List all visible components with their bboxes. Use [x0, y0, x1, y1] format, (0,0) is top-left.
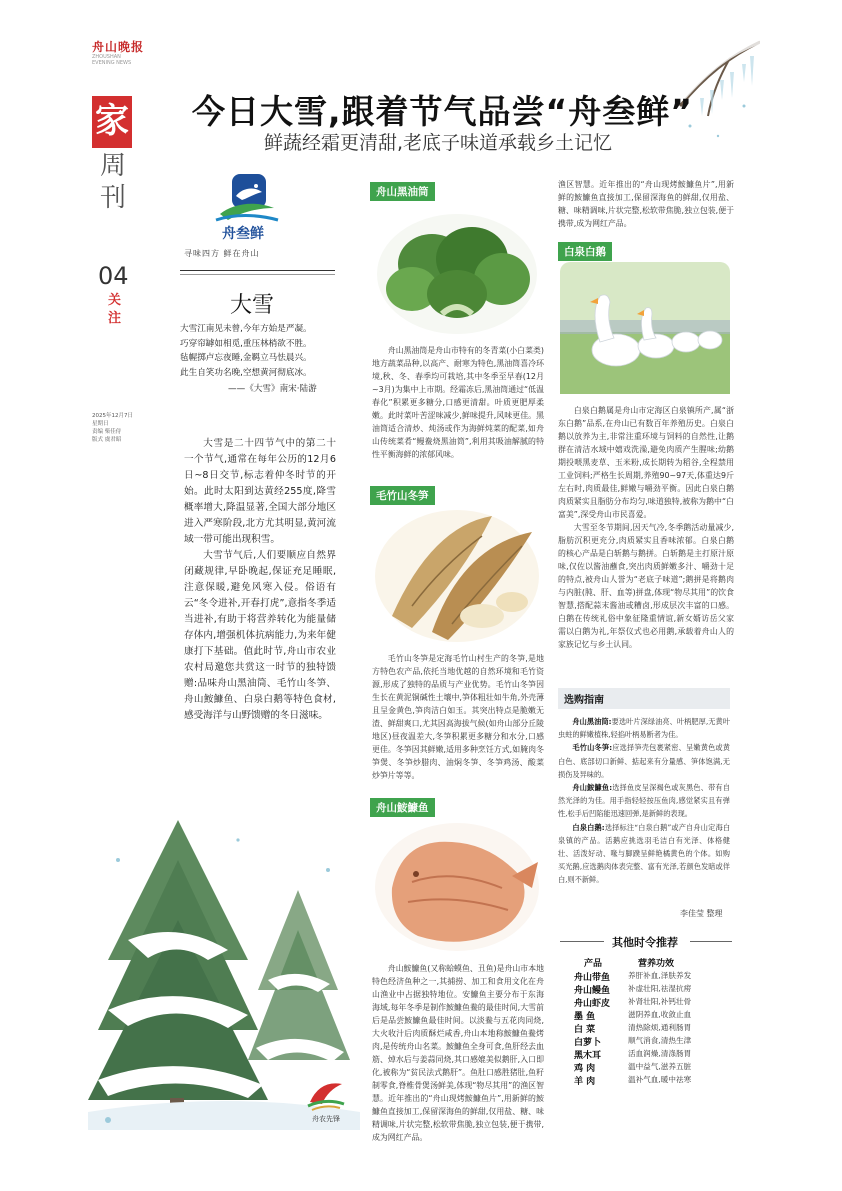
intro-article [184, 436, 336, 724]
effect-cell: 温中益气,滋养五脏 [628, 1062, 692, 1071]
section-label-dongsun: 毛竹山冬笋 [370, 486, 435, 505]
zhounong-xianfeng-logo [300, 1072, 352, 1124]
effect-cell: 清热除烦,通利肠胃 [628, 1023, 692, 1032]
column-header-product: 产品 [584, 959, 603, 969]
table-row [572, 996, 732, 1009]
guide-item [558, 741, 730, 781]
table-row [572, 1048, 732, 1061]
article-paragraph: 白泉白鹅属是舟山市定海区白泉镇所产,属“浙东白鹅”品系,在舟山已有数百年养殖历史。白泉白鹅以放养为主,非常注重环境与饲料的自然性,让鹅群在清洁水域中嬉戏洗澡,避免肉质产生腥味;幼鹅期投喂黑麦草、玉米粉,成长期转为稻谷,全程禁用工业饲料;严格生长周期,养殖90~97天,体重达9斤左右时,肉质最佳,鲜嫩与嚼劲平衡。因此白泉白鹅肉质紧实且脂肪分布均匀,味道独特,被称为鹅中“白富美”,深受舟山市民喜爱。 [558, 406, 734, 519]
table-row [572, 1061, 732, 1074]
article-paragraph: 舟山鮟鱇鱼(又称蛤蟆鱼、丑鱼)是舟山市本地特色经济鱼种之一,其捕捞、加工和食用文化在舟山渔业中占据独特地位。安鱇鱼主要分布于东海海域,每年冬季是制作鮟鱇鱼鲞的最佳时间,大雪前后是品尝鮟鱇鱼最佳时间。以淡鲞与五花肉同烧,大火收汁后肉质酥烂咸香,舟山本地称鮟鱇鱼鲞烤肉,是传统舟山名菜。鮟鱇鱼全身可食,鱼肝经去血筋、焯水后与姜蒜同烧,其口感媲美似鹅肝,入口即化,被称为“贫民法式鹅肝”。鱼肚口感胜猪肚,鱼籽制零食,脊椎骨煲汤鲜美,体现“物尽其用”的渔区智慧。近年推出的“舟山现烤鮟鱇鱼片”,用新鲜的鮟鱇鱼直接加工,保留深海鱼的鲜甜,仅用盐、糖、味精调味,片状完整,松软带焦脆,独立包装,便于携带,成为网红产品。 [372, 964, 544, 1142]
product-cell: 鸡 肉 [574, 1064, 596, 1074]
table-row [572, 1009, 732, 1022]
poem-line: 大雪江南见未曾,今年方始是严凝。 [180, 324, 312, 334]
divider [690, 941, 732, 942]
table-row [572, 1074, 732, 1087]
product-cell: 舟山带鱼 [574, 973, 611, 983]
white-geese-illustration [560, 262, 730, 394]
article-paragraph: 舟山黑油筒是舟山市特有的冬青菜(小白菜类)地方蔬菜品种,以高产、耐寒为特色,黑油筒喜冷环境,秋、冬、春季均可栽培,其中冬季至早春(12月~3月)为集中上市期。经霜冻后,黑油筒通过“低温春化”积累更多糖分,口感更清甜。叶质更肥厚柔嫩。此时菜叶苦涩味减少,鲜味提升,风味更佳。黑油筒适合清炒、炖汤或作为海鲜炖菜的配菜,如舟山传统菜肴“鳗鲞烧黑油筒”,利用其吸油解腻的特性平衡海鲜的浓郁风味。 [372, 346, 544, 459]
bamboo-shoots-illustration [372, 506, 542, 646]
guide-item-name: 毛竹山冬笋: [572, 743, 613, 753]
section-label-heiyoutong: 舟山黑油筒 [370, 182, 435, 201]
effect-cell: 补肾壮阳,补钙壮骨 [628, 997, 692, 1006]
zhousanxian-logo [198, 170, 290, 260]
monkfish-illustration [372, 818, 542, 956]
sub-headline: 鲜蔬经霜更清甜,老底子味道承载乡土记忆 [264, 132, 613, 154]
issue-date: 2025年12月7日 [92, 413, 133, 419]
effect-cell: 温补气血,暖中祛寒 [628, 1075, 692, 1084]
section-text-baie [558, 404, 734, 651]
designer-credit: 版式 虞君昭 [92, 437, 122, 443]
editor-credit: 责编 柴佳侍 [92, 429, 122, 435]
effect-cell: 补虚壮阳,祛湿抗痨 [628, 984, 692, 993]
shopping-guide [558, 688, 730, 887]
article-paragraph: 大雪至冬节期间,因天气冷,冬季鹅活动量减少,脂肪沉积更充分,肉质紧实且香味浓郁。白泉白鹅的核心产品是白斩鹅与鹅拼。白斩鹅是主打原汁原味,仅佐以酱油蘸食,突出肉质鲜嫩多汁、嚼劲十足的特点,被舟山人誉为“老底子味道”;鹅拼是将鹅肉与内脏(肫、肝、血等)拼盘,体现“物尽其用”的饮食智慧,搭配蒜末酱油或糟卤,形成层次丰富的口感。白鹅在传统礼俗中象征隆重情谊,新女婿访岳父家需以白鹅为礼,年祭仪式也必用鹅,承载着舟山人的家族记忆与乡土认同。 [558, 523, 734, 649]
effect-cell: 滋阴养血,收敛止血 [628, 1010, 692, 1019]
section-name: 周刊 [100, 151, 127, 213]
brand-slogan: 寻味四方 鲜在舟山 [184, 249, 260, 258]
product-cell: 舟山虾皮 [574, 999, 611, 1009]
issue-meta [92, 412, 152, 444]
divider [180, 274, 335, 275]
guide-item [558, 715, 730, 741]
guide-title: 选购指南 [558, 688, 730, 709]
guide-item-text: 选择标注“白泉白鹅”或产自舟山定海白泉镇的产品。活鹅应挑选羽毛洁白有光泽、体格健壮、活泼好动、喙与脚蹼呈鲜艳橘黄色的个体。如购买光鹅,应选鹅肉体表完整、富有光泽,若颜色发暗或佯白,则不新鲜。 [558, 822, 731, 885]
effect-cell: 活血润燥,清涤肠胃 [628, 1049, 692, 1058]
paper-name: 舟山晚报 [92, 40, 145, 54]
table-row [572, 1022, 732, 1035]
effect-cell: 养肝补血,泽肤养发 [628, 971, 692, 980]
table-row [572, 983, 732, 996]
table-row [572, 1035, 732, 1048]
divider [560, 941, 604, 942]
section-text-anyu [372, 962, 544, 1144]
section-label-baie: 白泉白鹅 [558, 242, 612, 261]
poem-line: 巧穿帘罅如相觅,重压林梢欲不胜。 [180, 338, 312, 349]
column-header-effect: 营养功效 [638, 959, 675, 969]
brand-name: 舟叁鲜 [222, 226, 264, 242]
footer-logo-text: 舟农先锋 [312, 1115, 340, 1123]
intro-paragraph: 大雪是二十四节气中的第二十一个节气,通常在每年公历的12月6日~8日交节,标志着仲冬时节的开始。此时太阳到达黄经255度,降雪概率增大,降温显著,全国大部分地区进入严寒阶段,北方尤其明显,黄河流域一带可能出现积雪。 [184, 438, 336, 545]
guide-item-text: 要选叶片深绿油亮、叶柄肥厚,无黄叶虫蛀的鲜嫩植株,轻掐叶柄易断者为佳。 [558, 717, 730, 740]
poem-source: ——《大雪》南宋·陆游 [228, 384, 317, 394]
product-cell: 舟山鳗鱼 [574, 986, 611, 996]
intro-paragraph: 大雪节气后,人们要顺应自然界闭藏规律,早卧晚起,保证充足睡眠,注意保暖,避免风寒入侵。俗语有云“冬令进补,开春打虎”,意指冬季适当进补,有助于将营养转化为能量储存体内,增强机体抗病能力,为来年健康打下基础。值此时节,舟山市农业农村局邀您共赏这一时节的独特馈赠:品味舟山黑油筒、毛竹山冬笋、舟山鮟鱇鱼、白泉白鹅等特色食材,感受海洋与山野馈赠的冬日滋味。 [184, 550, 336, 721]
guide-body [558, 715, 730, 887]
guide-item-name: 舟山鮟鱇鱼: [572, 783, 613, 793]
guide-item-text: 应选择笋壳包裹紧密、呈嫩黄色或黄白色、底部切口新鲜、掂起来有分量感、笋体饱满,无损伤及异味的。 [558, 743, 730, 779]
guide-item-name: 白泉白鹅: [572, 822, 605, 832]
effect-cell: 顺气消食,清热生津 [628, 1036, 692, 1045]
product-cell: 黑木耳 [574, 1051, 602, 1061]
section-label-anyu: 舟山鮟鱇鱼 [370, 798, 435, 817]
poem-line: 毡幄掷卢忘夜睡,金羁立马怯晨兴。 [180, 353, 312, 363]
divider [180, 270, 335, 271]
poem-body [180, 322, 338, 380]
article-paragraph: 渔区智慧。近年推出的“舟山现烤鮟鱇鱼片”,用新鲜的鮟鱇鱼直接加工,保留深海鱼的鲜甜,仅用盐、糖、味精调味,片状完整,松软带焦脆,独立包装,便于携带,成为网红产品。 [558, 180, 734, 228]
poem-line: 此生自笑功名晚,空想黄河彻底冰。 [180, 367, 312, 378]
recommend-table [572, 956, 732, 1087]
product-cell: 白萝卜 [574, 1038, 602, 1048]
section-badge: 家 [92, 96, 132, 148]
paper-english-name: ZHOUSHAN EVENING NEWS [92, 54, 132, 66]
table-row [572, 970, 732, 983]
other-recommend-title: 其他时令推荐 [612, 936, 678, 949]
product-cell: 墨 鱼 [574, 1012, 596, 1022]
bok-choy-illustration [372, 204, 542, 336]
page-number: 04 [98, 262, 129, 290]
main-headline: 今日大雪,跟着节气品尝“舟叁鲜” [192, 92, 693, 131]
section-text-heiyoutong [372, 344, 544, 461]
section-text-anyu-cont [558, 178, 734, 230]
author-credit: 李佳莹 整理 [680, 909, 723, 918]
guide-item [558, 781, 730, 821]
poem-title: 大雪 [230, 293, 275, 318]
guide-item-text: 选择鱼皮呈深褐色或灰黑色、带有自然光泽的为佳。用手指轻轻按压鱼肉,感觉紧实且有弹性,松手后凹陷能迅速回弹,是新鲜的表现。 [558, 783, 730, 819]
table-header [572, 956, 732, 970]
page-tag: 关注 [108, 293, 122, 326]
product-cell: 白 菜 [574, 1025, 596, 1035]
guide-item-name: 舟山黑油筒: [572, 717, 612, 726]
issue-weekday: 星期日 [92, 421, 109, 427]
guide-item [558, 821, 730, 887]
article-paragraph: 毛竹山冬笋是定海毛竹山村生产的冬笋,是地方特色农产品,依托当地优越的自然环境和毛竹资源,形成了独特的品质与产业优势。毛竹山冬笋因生长在黄泥铜碱性土壤中,笋体粗壮如牛角,外壳薄且呈金黄色,笋肉洁白如玉。其突出特点是脆嫩无渣、鲜甜爽口,尤其因高海拔气候(如舟山部分丘陵地区)昼夜温差大,冬笋积累更多糖分和水分,口感更佳。冬笋因其鲜嫩,适用多种烹饪方式,如腌肉冬笋煲、冬笋炒腊肉、油焖冬笋、冬笋鸡汤、酸菜炒笋片等等。 [372, 654, 544, 780]
section-text-dongsun [372, 652, 544, 782]
product-cell: 羊 肉 [574, 1077, 596, 1087]
